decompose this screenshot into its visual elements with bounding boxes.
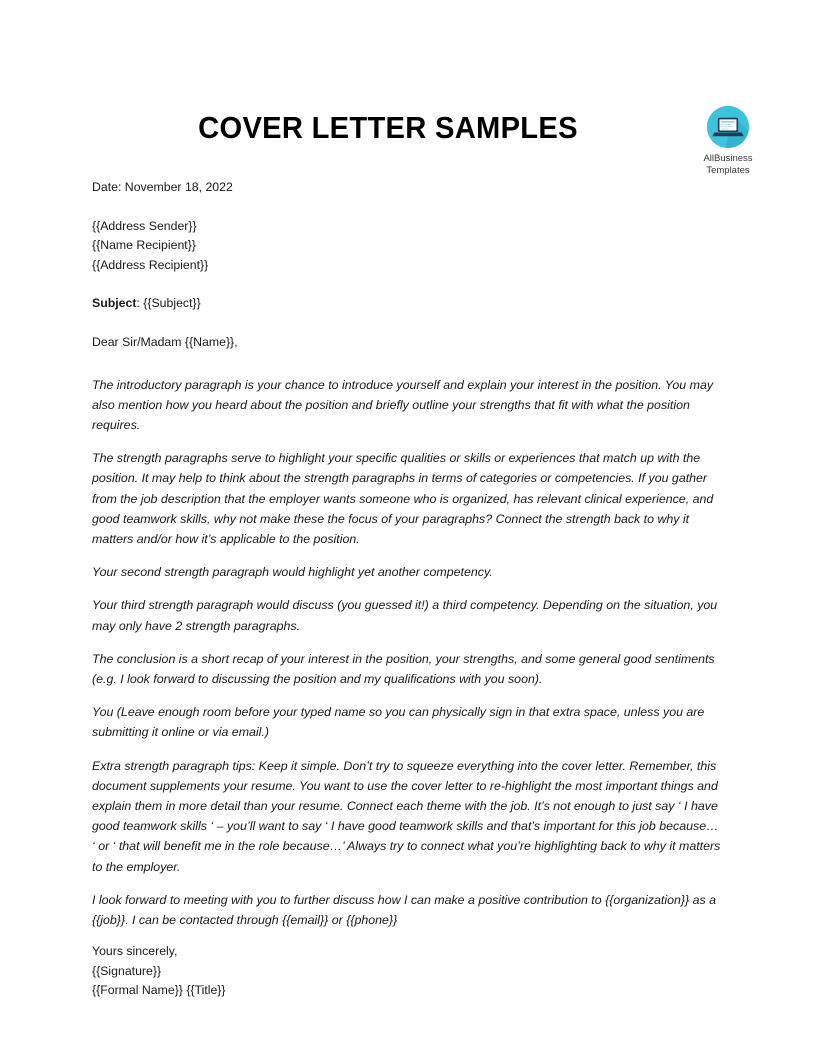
page-title: COVER LETTER SAMPLES — [198, 110, 578, 145]
document-header — [90, 104, 772, 180]
subject-value: : {{Subject}} — [136, 296, 201, 311]
brand-logo — [684, 104, 772, 176]
address-recipient-name: {{Name Recipient}} — [92, 238, 196, 253]
paragraph-extra-tips: Extra strength paragraph tips: Keep it simple. Don’t try to squeeze everything into the cover letter. Remember, this document supplements your resume. You want to use the cover letter to re-highlight the most important things and explain them in more detail than your resume. Connect each theme with the job. It’s not enough to just say ‘ I have good teamwork skills ‘ – you’ll want to say ‘ I have good teamwork skills and that’s important for this job because… ‘ or ‘ that will benefit me in the role because…’ Always try to connect what you’re highlighting back to why it matters to the employer. — [92, 758, 721, 874]
paragraph-signature-space: You (Leave enough room before your typed name so you can physically sign in that extra space, unless you are submitting it online or via email.) — [92, 705, 705, 740]
laptop-icon — [705, 104, 751, 150]
paragraph-strength-third: Your third strength paragraph would discuss (you guessed it!) a third competency. Depending on the situation, you may only have 2 strength paragraphs. — [92, 598, 718, 633]
closing-name-title: {{Formal Name}} {{Title}} — [92, 983, 226, 998]
salutation: Dear Sir/Madam {{Name}}, — [92, 334, 238, 349]
spacer — [92, 353, 722, 375]
brand-name-line1: AllBusiness — [703, 153, 753, 164]
subject-line — [92, 294, 722, 314]
closing-salutation: Yours sincerely, — [92, 944, 178, 959]
subject-label: Subject — [92, 296, 137, 311]
paragraph-call-to-action: I look forward to meeting with you to further discuss how I can make a positive contribution to {{organization}} as a {{job}}. I can be contacted through {{email}} or {{phone}} — [92, 892, 717, 928]
paragraph-conclusion: The conclusion is a short recap of your interest in the position, your strengths, and some general good sentiments (e.g. I look forward to discussing the position and my qualifications with you soon). — [92, 651, 715, 686]
spacer — [92, 198, 722, 217]
address-sender: {{Address Sender}} — [92, 218, 197, 233]
address-recipient: {{Address Recipient}} — [92, 257, 209, 272]
paragraph-strength-second: Your second strength paragraph would highlight yet another competency. — [92, 565, 493, 580]
spacer — [92, 314, 722, 333]
paragraph-strength-overview: The strength paragraphs serve to highlight your specific qualities or skills or experiences that match up with the position. It may help to think about the strength paragraphs in terms of categories or competencies. If you gather from the job description that the employer wants someone who is organized, has relevant clinical experience, and good teamwork skills, why not make these the focus of your paragraphs? Connect the strength back to why it matters and/or how it’s applicable to the position. — [92, 451, 714, 546]
date-line: Date: November 18, 2022 — [92, 180, 233, 194]
brand-name — [684, 153, 772, 176]
closing-signature: {{Signature}} — [92, 963, 162, 978]
brand-name-line2: Templates — [706, 164, 750, 176]
paragraph-intro: The introductory paragraph is your chance to introduce yourself and explain your interest in the position. You may also mention how you heard about the position and briefly outline your strengths that fit with what the position requires. — [92, 377, 714, 432]
closing-block — [92, 942, 722, 1001]
spacer — [92, 275, 722, 294]
letter-body — [92, 178, 722, 1001]
